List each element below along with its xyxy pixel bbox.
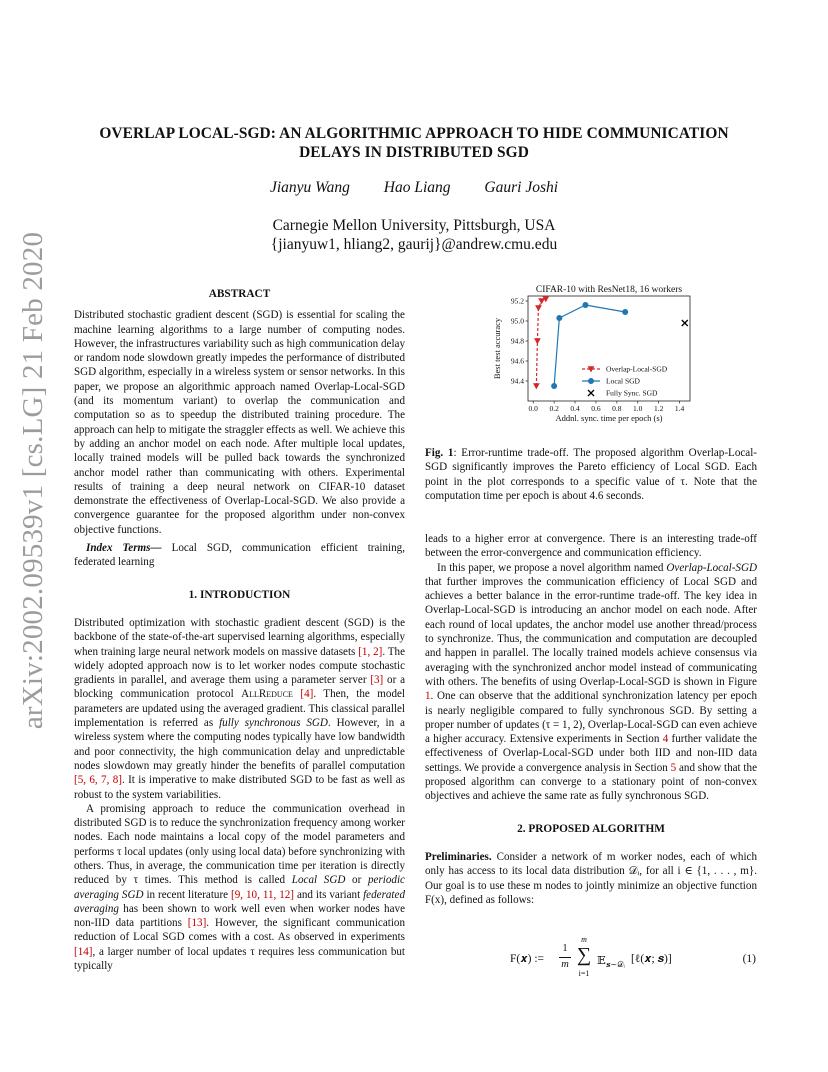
emails: {jianyuw1, hliang2, gaurij}@andrew.cmu.edu: [270, 236, 558, 253]
x-tick-label: 1.2: [653, 404, 664, 413]
section-2-heading: 2. PROPOSED ALGORITHM: [517, 822, 665, 835]
paper-title: [60, 124, 768, 162]
affiliation: Carnegie Mellon University, Pittsburgh, USA: [272, 217, 556, 234]
legend-label: Local SGD: [606, 376, 640, 386]
index-terms-text: Local SGD, communication efficient training, federated learning: [74, 542, 405, 569]
abstract-heading: ABSTRACT: [208, 288, 271, 300]
intro-heading: 1. INTRODUCTION: [188, 588, 291, 601]
author-1: Jianyu Wang: [269, 179, 350, 196]
data-point: [535, 305, 542, 311]
eq-sum-top: m: [581, 935, 587, 944]
chart-title: CIFAR-10 with ResNet18, 16 workers: [535, 285, 683, 295]
x-tick-label: 1.0: [633, 404, 643, 413]
figure-1-chart: [490, 283, 700, 433]
section-link[interactable]: 5: [670, 761, 677, 774]
caption-text: : Error-runtime trade-off. The proposed algorithm Overlap-Local-SGD significantly improves the Pareto efficiency of Local SGD. Each point in the plot corresponds to a specific value of τ. Note that the computation time per epoch is about 4.6 seconds.: [425, 447, 757, 502]
eq-sum: ∑: [576, 944, 592, 966]
x-tick-label: 1.4: [674, 404, 685, 413]
allreduce-term: AllReduce: [241, 688, 293, 701]
arxiv-stamp: [8, 231, 60, 729]
left-column: [74, 287, 405, 973]
y-tick-label: 94.6: [510, 356, 524, 366]
data-point: [551, 383, 557, 389]
eq-frac-den: m: [561, 959, 569, 970]
authors: [0, 179, 828, 197]
citation-link[interactable]: [14]: [74, 945, 93, 958]
intro-paragraph-1: Distributed optimization with stochastic gradient descent (SGD) is the backbone of the state-of-the-art supervised learning algorithms, especially when training large neural network models on massive datasets [1, 2]. The widely adopted approach now is to let worker nodes compute stochastic gradients in parallel, and average them using a parameter server [3] or a blocking communication protocol AllReduce [4]. Then, the model parameters are updated using the averaged gradient. This classical parallel implementation is referred as fully synchronous SGD. However, in a wireless system where the computing nodes typically have low bandwidth and poor connectivity, the high communication delay and unpredictable nodes slowdown may greatly hinder the benefits of parallel computation [5, 6, 7, 8]. It is imperative to make distributed SGD to be fast as well as robust to the system variabilities.: [74, 616, 406, 801]
citation-link[interactable]: [3]: [370, 674, 384, 687]
legend-label: Overlap-Local-SGD: [606, 364, 668, 374]
legend-marker: [588, 378, 594, 384]
author-3: Gauri Joshi: [484, 179, 559, 196]
intro-paragraph-2: A promising approach to reduce the communication overhead in distributed SGD is to reduce the synchronization frequency among worker nodes. Each node maintains a local copy of the model parameters and performs τ local updates (only using local data) before synchronizing with others. Thus, in average, the communication time per iteration is directly reduced by τ times. This method is called Local SGD or periodic averaging SGD in recent literature [9, 10, 11, 12] and its variant federated averaging has been shown to work well even when worker nodes have non-IID data partitions [13]. However, the significant communication reduction of Local SGD comes with a cost. As observed in experiments [14], a larger number of local updates τ requires less communication but typically: [74, 802, 406, 973]
eq-rhs-tail: [ℓ(𝒙; 𝒔)]: [631, 953, 672, 965]
data-point: [682, 320, 688, 326]
author-2: Hao Liang: [383, 179, 451, 196]
y-tick-label: 94.4: [510, 376, 524, 386]
eq-frac-bar: [559, 957, 571, 958]
y-tick-label: 95.0: [510, 316, 524, 326]
x-tick-label: 0.6: [591, 404, 601, 413]
right-paragraph-1: In this paper, we propose a novel algorithm named Overlap-Local-SGD that further improves the communication efficiency of Local SGD and achieves a better balance in the error-runtime trade-off. The key idea in Overlap-Local-SGD is introducing an anchor model on each node. After each round of local updates, the anchor model use another thread/process to synchronize. Thus, the communication and computation are decoupled and happen in parallel. The locally trained models achieve consensus via averaging with the synchronized anchor model instead of communicating with others. The benefits of using Overlap-Local-SGD is shown in Figure 1. One can observe that the additional synchronization latency per epoch is nearly negligible compared to fully synchronous SGD. By setting a proper number of updates (τ = 1, 2), Overlap-Local-SGD can even achieve a higher accuracy. Extensive experiments in Section 4 further validate the effectiveness of Overlap-Local-SGD under both IID and non-IID data settings. We provide a convergence analysis in Section 5 and show that the proposed algorithm can converge to a stationary point of non-convex objectives and achieve the same rate as fully synchronous SGD.: [425, 561, 757, 803]
preliminaries-label: Preliminaries.: [425, 850, 492, 863]
citation-link[interactable]: [5, 6, 7, 8]: [74, 774, 122, 787]
eq-number: (1): [742, 953, 756, 965]
x-tick-label: 0.2: [549, 404, 559, 413]
arxiv-id: arXiv:2002.09539v1 [cs.LG] 21 Feb 2020: [17, 231, 50, 729]
abstract-text: Distributed stochastic gradient descent (SGD) is essential for scaling the machine learning algorithms to a large number of computing nodes. However, the infrastructures variability such as high communication delay or random node slowdown greatly impedes the performance of distributed SGD algorithm, especially in a wireless system or sensor networks. In this paper, we propose an algorithmic approach named Overlap-Local-SGD (and its momentum variant) to overlap the communication and computation so as to speedup the distributed training procedure. The approach can help to mitigate the straggler effects as well. We achieve this by adding an anchor model on each node. After multiple local updates, locally trained models will be pulled back towards the synchronized anchor model rather than communicating with others. Experimental results of training a deep neural network on CIFAR-10 dataset demonstrate the effectiveness of Overlap-Local-SGD. We also provide a convergence guarantee for the proposed algorithm under non-convex objective functions.: [74, 309, 405, 536]
y-axis-label: Best test accuracy: [492, 317, 502, 380]
citation-link[interactable]: [9, 10, 11, 12]: [231, 888, 295, 901]
figure-link[interactable]: 1: [425, 690, 431, 703]
affiliation-block: [0, 216, 828, 254]
right-column: [425, 532, 757, 907]
citation-link[interactable]: [4]: [300, 688, 314, 701]
data-point: [538, 298, 545, 304]
figure-1-caption: [425, 446, 757, 503]
legend-marker: [588, 390, 594, 396]
index-terms-label: Index Terms—: [86, 542, 162, 555]
title-line-1: OVERLAP LOCAL-SGD: AN ALGORITHMIC APPROACH TO HIDE COMMUNICATION: [99, 125, 729, 142]
x-axis-label: Addnl. sync. time per epoch (s): [555, 413, 663, 423]
citation-link[interactable]: [1, 2]: [358, 645, 383, 658]
series-line: [554, 305, 625, 386]
eq-expectation: 𝔼: [597, 955, 606, 967]
right-paragraph-0: leads to a higher error at convergence. There is an interesting trade-off between the error-convergence and communication efficiency.: [425, 533, 757, 560]
citation-link[interactable]: [13]: [187, 917, 207, 930]
legend-label: Fully Sync. SGD: [606, 388, 658, 398]
x-tick-label: 0.4: [570, 404, 580, 413]
y-tick-label: 95.2: [510, 296, 524, 306]
accuracy-runtime-chart: [490, 283, 700, 433]
data-point: [533, 383, 540, 389]
index-terms: [74, 541, 405, 570]
data-point: [622, 309, 628, 315]
title-line-2: DELAYS IN DISTRIBUTED SGD: [299, 144, 529, 161]
x-tick-label: 0.0: [528, 404, 538, 413]
eq-lhs: F(𝒙) :=: [510, 953, 545, 965]
preliminaries-paragraph: Preliminaries. Consider a network of m worker nodes, each of which only has access to its local data distribution 𝒟ᵢ, for all i ∈ {1, . . . , m}. Our goal is to use these m nodes to jointly minimize an objective function F(x), defined as follows:: [425, 850, 757, 906]
data-point: [534, 338, 541, 344]
eq-sum-bot: i=1: [578, 969, 590, 978]
eq-frac-num: 1: [562, 943, 568, 954]
data-point: [582, 302, 588, 308]
x-tick-label: 0.8: [612, 404, 622, 413]
equation-1: [500, 935, 758, 983]
data-point: [556, 315, 562, 321]
section-link[interactable]: 4: [662, 733, 669, 746]
caption-label: Fig. 1: [425, 447, 454, 459]
y-tick-label: 94.8: [510, 336, 524, 346]
eq-expectation-sub: 𝒔∼𝒟ᵢ: [606, 960, 625, 969]
